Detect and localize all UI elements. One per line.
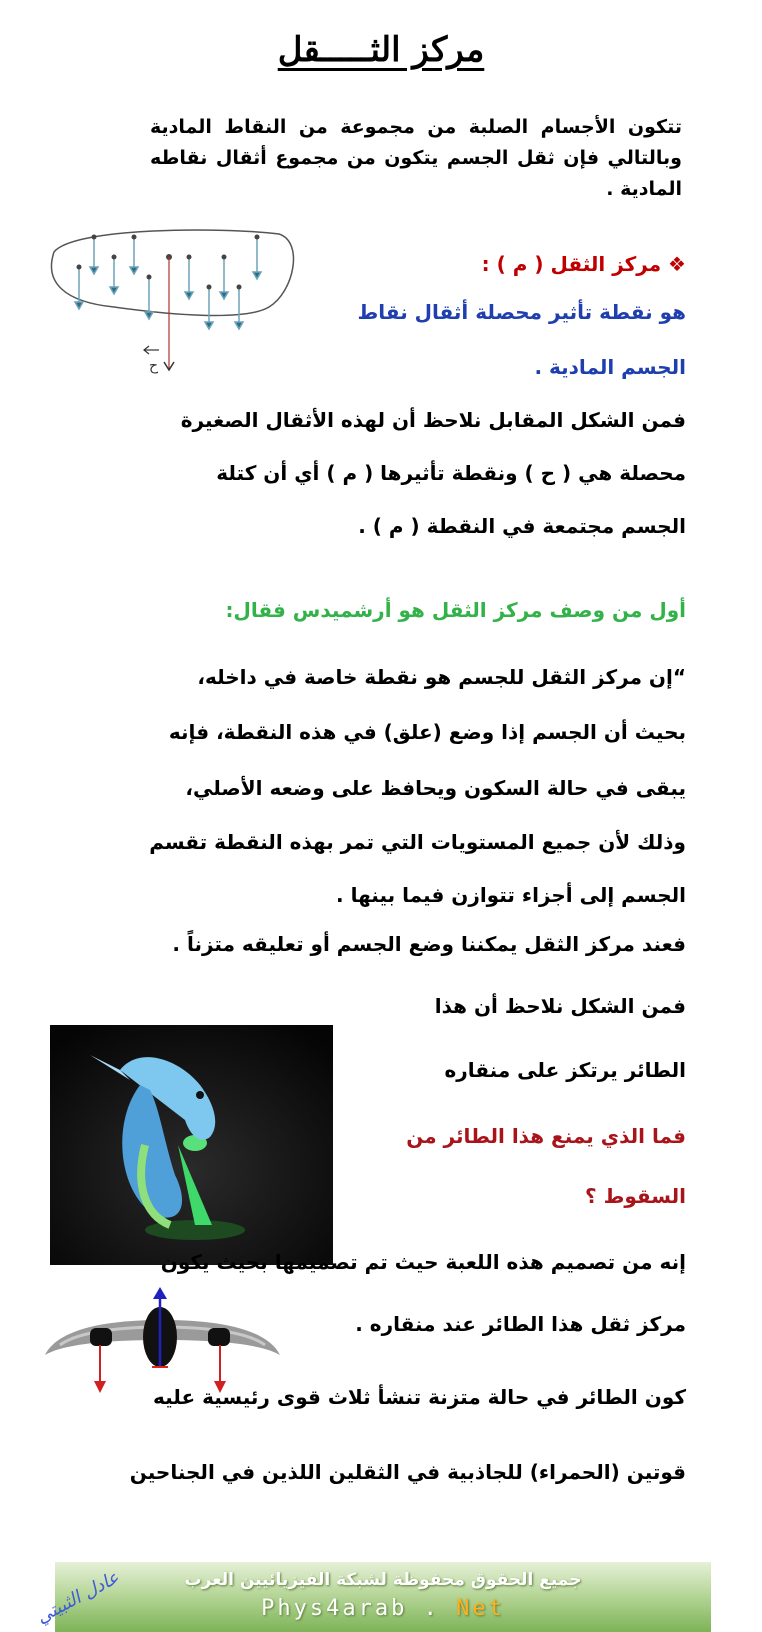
balancing-bird-photo xyxy=(50,1025,333,1265)
author-signature-stamp xyxy=(18,1558,138,1628)
bird-text-line-1: فمن الشكل نلاحظ أن هذا xyxy=(434,994,686,1018)
bird-text-line-2: الطائر يرتكز على منقاره xyxy=(444,1058,686,1082)
conclusion: فعند مركز الثقل يمكننا وضع الجسم أو تعليقه متزناً . xyxy=(172,932,686,956)
site-name xyxy=(55,1596,711,1621)
archimedes-heading: أول من وصف مركز الثقل هو أرشميدس فقال: xyxy=(225,598,686,622)
weights-diagram xyxy=(44,222,296,390)
quote-line-2: بحيث أن الجسم إذا وضع (علق) في هذه النقطة، فإنه xyxy=(168,720,686,744)
intro-paragraph: تتكون الأجسام الصلبة من مجموعة من النقاط المادية وبالتالي فإن ثقل الجسم يتكون من مجموع أثقال نقاطه المادية . xyxy=(150,116,682,200)
page-title: مركز الثـــــقل xyxy=(277,30,485,70)
design-text-line-1: إنه من تصميم هذه اللعبة حيث تم تصميمها بحيث يكون xyxy=(160,1250,686,1274)
forces-text-line-2: قوتين (الحمراء) للجاذبية في الثقلين اللذين في الجناحين xyxy=(129,1460,686,1484)
copyright-banner xyxy=(55,1562,711,1632)
site-name-main: Phys4arab . xyxy=(261,1596,457,1621)
copyright-text: جميع الحقوق محفوظة لشبكة الفيزيائيين العرب xyxy=(184,1570,582,1590)
quote-line-1: “إن مركز الثقل للجسم هو نقطة خاصة في داخله، xyxy=(197,665,686,689)
bird-question-line-2: السقوط ؟ xyxy=(585,1184,686,1208)
definition-line-1: هو نقطة تأثير محصلة أثقال نقاط xyxy=(357,300,686,324)
bird-question-line-1: فما الذي يمنع هذا الطائر من xyxy=(406,1124,686,1148)
quote-line-5: الجسم إلى أجزاء تتوازن فيما بينها . xyxy=(336,883,686,907)
definition-heading: ❖ مركز الثقل ( م ) : xyxy=(481,252,686,276)
design-text-line-2: مركز ثقل هذا الطائر عند منقاره . xyxy=(355,1312,686,1336)
resultant-label: ح xyxy=(149,358,159,374)
site-name-accent: Net xyxy=(456,1596,505,1621)
definition-line-2: الجسم المادية . xyxy=(534,355,686,379)
quote-line-3: يبقى في حالة السكون ويحافظ على وضعه الأصلي، xyxy=(185,776,686,800)
forces-diagram xyxy=(40,1285,285,1395)
observation-line-2: محصلة هي ( ح ) ونقطة تأثيرها ( م ) أي أن كتلة xyxy=(216,461,686,485)
observation-line-3: الجسم مجتمعة في النقطة ( م ) . xyxy=(358,514,686,538)
stamp-text: عادل الثبيتي xyxy=(32,1567,123,1628)
forces-text-line-1: كون الطائر في حالة متزنة تنشأ ثلاث قوى رئيسية عليه xyxy=(153,1385,686,1409)
observation-line-1: فمن الشكل المقابل نلاحظ أن لهذه الأثقال الصغيرة xyxy=(180,408,686,432)
quote-line-4: وذلك لأن جميع المستويات التي تمر بهذه النقطة تقسم xyxy=(149,830,686,854)
